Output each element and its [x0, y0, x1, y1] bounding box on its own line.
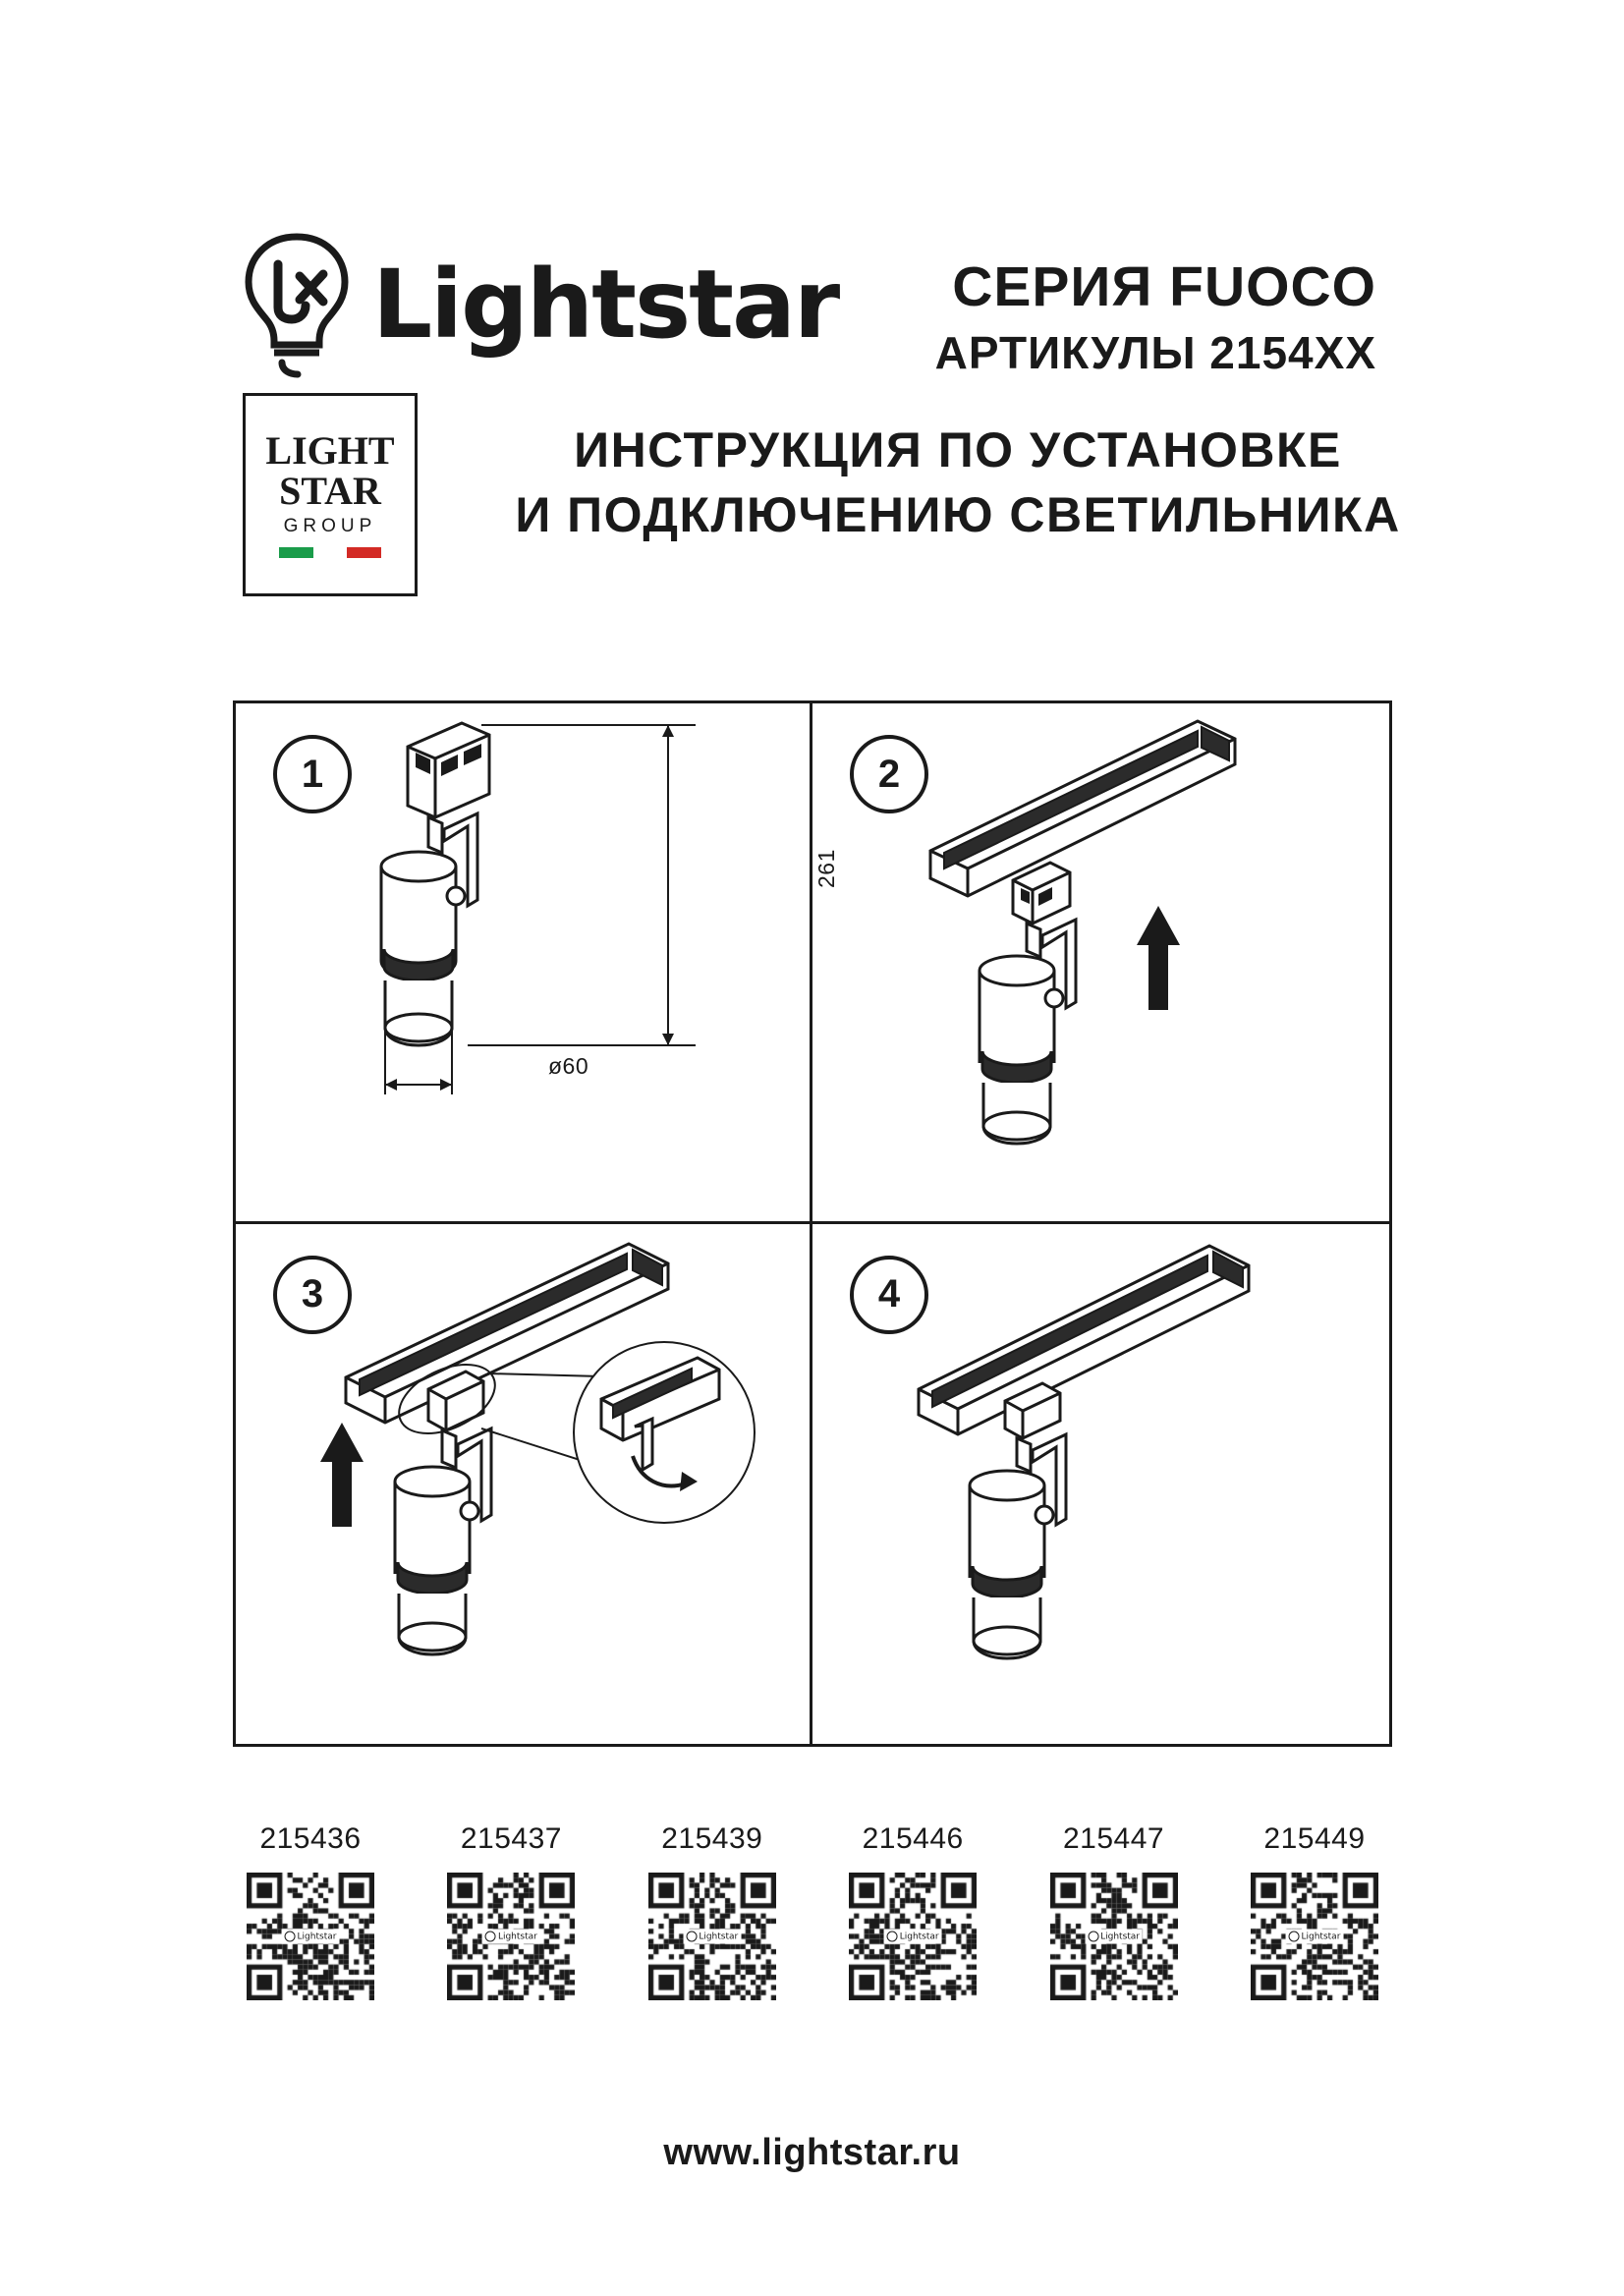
product-code: 215449: [1263, 1822, 1366, 1855]
product-qr-row: [233, 1822, 1392, 2000]
product-qr-item: [1237, 1822, 1392, 2000]
qr-brand-text: Lightstar: [699, 1932, 739, 1941]
step-1-badge: 1: [273, 735, 352, 813]
product-qr-item: [835, 1822, 990, 2000]
page-header: [0, 118, 1624, 378]
product-qr-item: [433, 1822, 588, 2000]
qr-brand-text: Lightstar: [1100, 1932, 1141, 1941]
dimension-height-label: 261: [813, 849, 839, 888]
series-block: [935, 255, 1376, 380]
qr-logo-icon: [1289, 1932, 1300, 1942]
product-qr-item: [233, 1822, 388, 2000]
step-1-cell: [236, 703, 839, 1224]
page-title: [462, 418, 1454, 547]
step-2-badge: 2: [850, 735, 928, 813]
italian-flag-icon: [279, 547, 381, 558]
page-title-line-1: ИНСТРУКЦИЯ ПО УСТАНОВКЕ: [574, 422, 1342, 477]
group-logo-line-3: GROUP: [283, 515, 377, 536]
qr-center-label: [683, 1930, 741, 1944]
qr-code[interactable]: [447, 1873, 575, 2000]
product-code: 215437: [460, 1822, 562, 1855]
qr-logo-icon: [887, 1932, 898, 1942]
qr-center-label: [482, 1930, 540, 1944]
qr-brand-text: Lightstar: [899, 1932, 939, 1941]
series-title: СЕРИЯ FUOCO: [952, 255, 1376, 318]
step-4-cell: [812, 1224, 1389, 1745]
group-logo-line-2: STAR: [279, 469, 381, 513]
product-qr-item: [1036, 1822, 1192, 2000]
step-3-badge: 3: [273, 1256, 352, 1334]
step-3-cell: [236, 1224, 812, 1745]
product-code: 215446: [862, 1822, 964, 1855]
page-title-line-2: И ПОДКЛЮЧЕНИЮ СВЕТИЛЬНИКА: [515, 487, 1401, 542]
series-articles: АРТИКУЛЫ 2154XX: [934, 326, 1376, 378]
qr-center-label: [1085, 1930, 1143, 1944]
step-3-up-arrow-icon: [320, 1423, 364, 1527]
qr-code[interactable]: [1050, 1873, 1178, 2000]
qr-code[interactable]: [849, 1873, 977, 2000]
product-code: 215436: [259, 1822, 362, 1855]
step-2-up-arrow-icon: [1137, 906, 1180, 1010]
step-2-cell: [812, 703, 1389, 1224]
product-qr-item: [635, 1822, 790, 2000]
qr-code[interactable]: [1251, 1873, 1378, 2000]
installation-steps-grid: [233, 700, 1392, 1747]
product-code: 215439: [661, 1822, 763, 1855]
dimension-diameter-label: ø60: [548, 1053, 589, 1079]
qr-logo-icon: [686, 1932, 697, 1942]
qr-logo-icon: [285, 1932, 296, 1942]
lightstar-group-logo: [243, 393, 418, 596]
brand-lockup: [239, 231, 838, 378]
qr-logo-icon: [1088, 1932, 1098, 1942]
qr-code[interactable]: [247, 1873, 374, 2000]
product-code: 215447: [1063, 1822, 1165, 1855]
footer-website[interactable]: www.lightstar.ru: [663, 2132, 961, 2173]
qr-center-label: [1286, 1930, 1344, 1944]
brand-name: Lightstar: [372, 250, 839, 360]
qr-brand-text: Lightstar: [297, 1932, 337, 1941]
step-4-badge: 4: [850, 1256, 928, 1334]
lightstar-bulb-logo-icon: [239, 231, 355, 378]
qr-brand-text: Lightstar: [497, 1932, 537, 1941]
group-logo-line-1: LIGHT: [265, 428, 395, 474]
qr-brand-text: Lightstar: [1301, 1932, 1341, 1941]
qr-code[interactable]: [648, 1873, 776, 2000]
qr-center-label: [282, 1930, 340, 1944]
qr-center-label: [884, 1930, 942, 1944]
qr-logo-icon: [485, 1932, 496, 1942]
